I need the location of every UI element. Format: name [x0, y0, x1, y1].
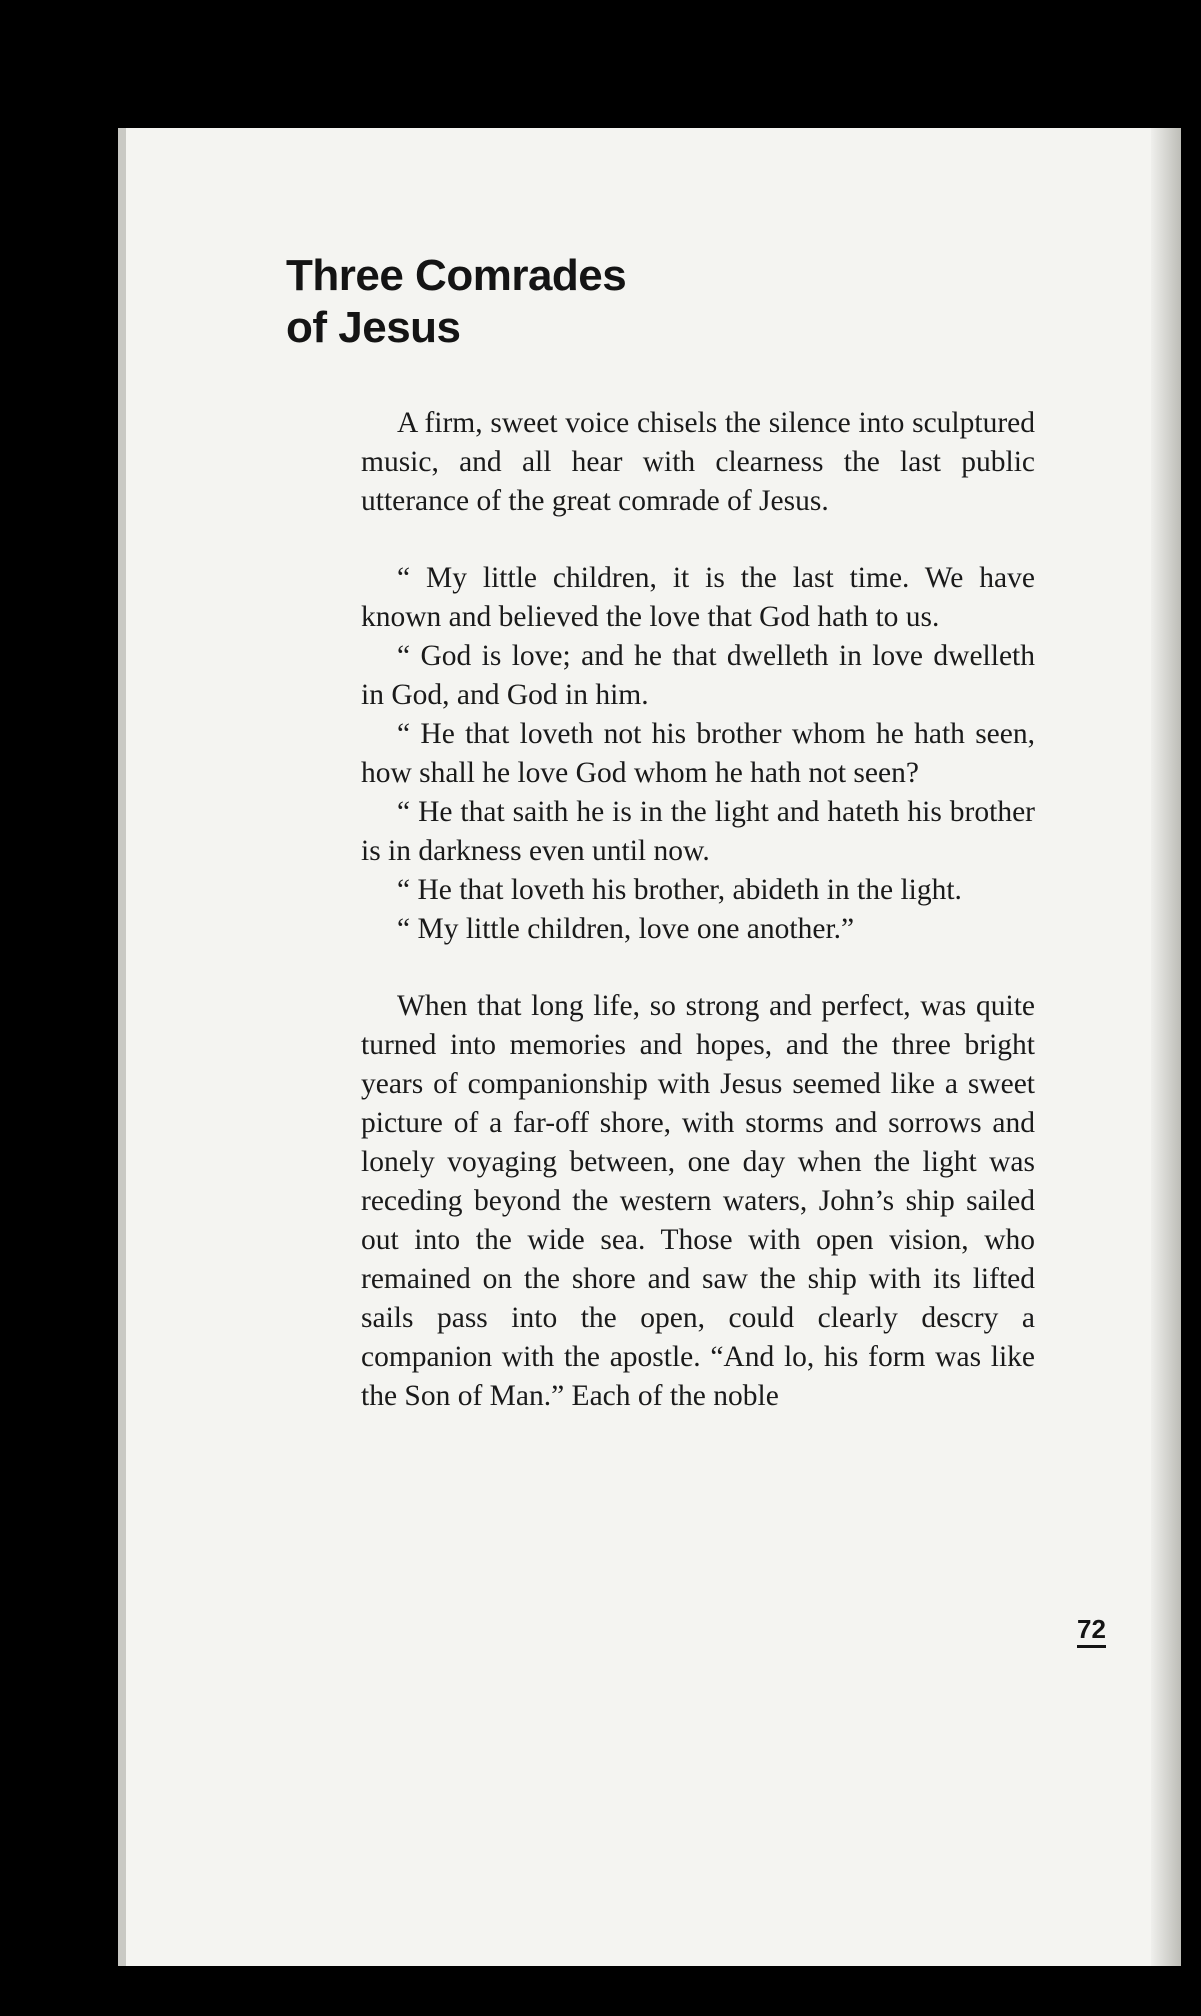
page-body-text [361, 404, 1035, 1416]
quote-line: “ He that loveth not his brother whom he hath seen, how shall he love God whom he hath not seen? [361, 718, 1035, 789]
page-number: 72 [1077, 1614, 1106, 1648]
quote-line: “ He that saith he is in the light and hateth his brother is in darkness even until now. [361, 796, 1035, 867]
chapter-title [286, 250, 626, 354]
closing-paragraph: When that long life, so strong and perfect, was quite turned into memories and hopes, and the three bright years of companionship with Jesus seemed like a sweet picture of a far-off shore, with storms and sorrows and lonely voyaging between, one day when the light was receding beyond the western waters, John’s ship sailed out into the wide sea. Those with open vision, who remained on the shore and saw the ship with its lifted sails pass into the open, could clearly descry a companion with the apostle. “And lo, his form was like the Son of Man.” Each of the noble [361, 990, 1035, 1412]
chapter-title-line-1: Three Comrades [286, 251, 627, 300]
opening-paragraph: A firm, sweet voice chisels the silence into sculptured music, and all hear with clearness the last public utterance of the great comrade of Jesus. [361, 407, 1035, 517]
page-edge-shadow [1151, 128, 1181, 1966]
quote-line: “ My little children, it is the last time. We have known and believed the love that God hath to us. [361, 562, 1035, 633]
quote-line: “ My little children, love one another.” [397, 913, 855, 945]
chapter-title-line-2: of Jesus [286, 303, 461, 352]
quote-line: “ He that loveth his brother, abideth in the light. [397, 874, 962, 906]
quote-line: “ God is love; and he that dwelleth in love dwelleth in God, and God in him. [361, 640, 1035, 711]
